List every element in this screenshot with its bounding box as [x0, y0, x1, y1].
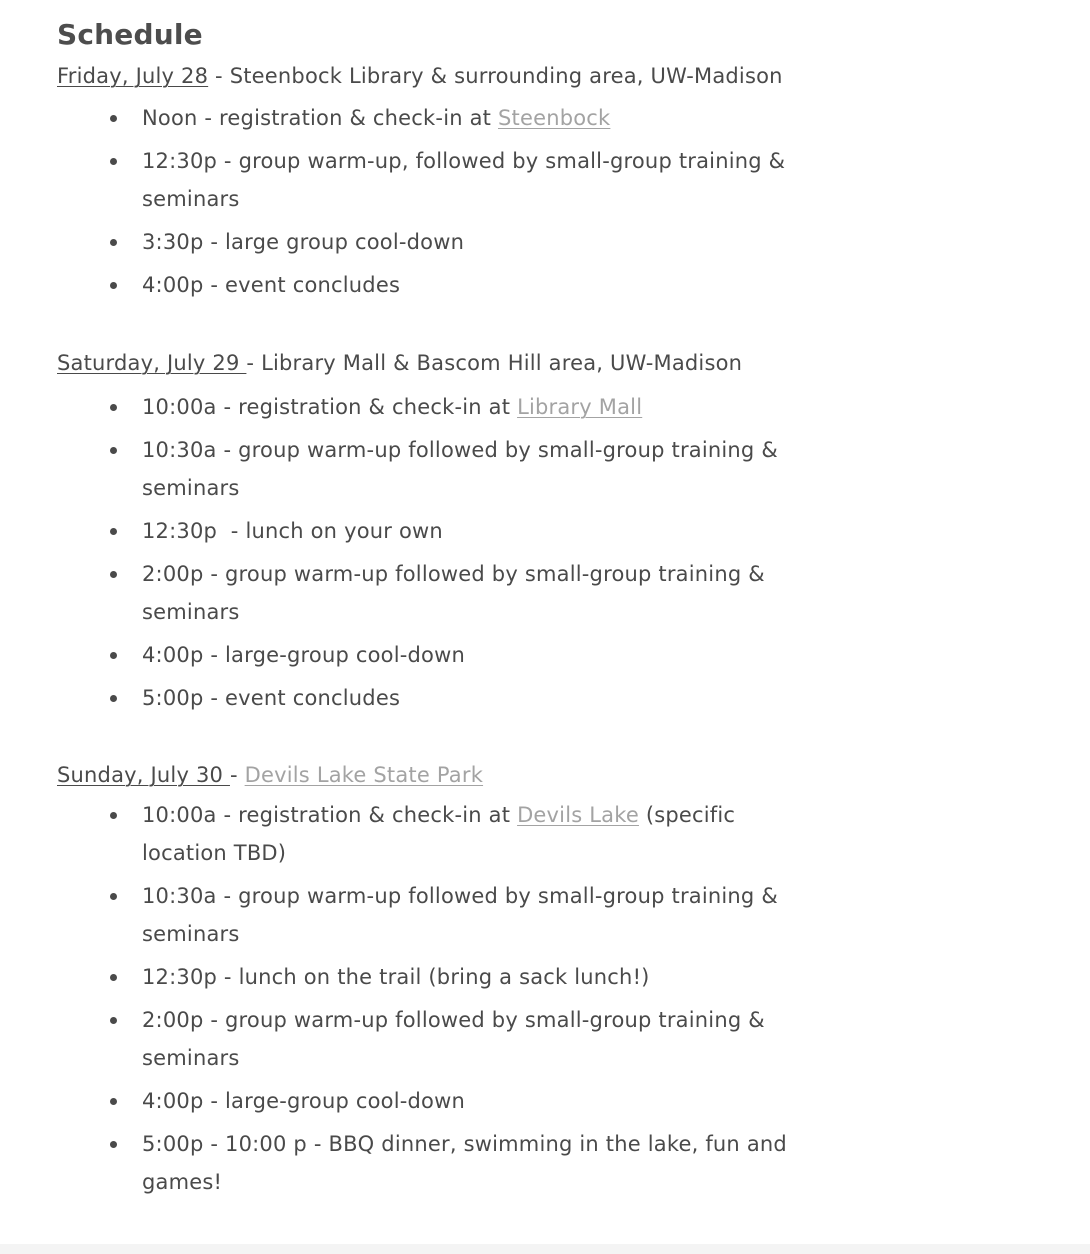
bullet-icon [110, 447, 117, 454]
schedule-item [57, 223, 802, 261]
location-link[interactable]: Library Mall [517, 395, 643, 419]
item-text: 10:30a - group warm-up followed by small-group training & seminars [142, 884, 778, 946]
item-text: 12:30p - lunch on your own [142, 519, 443, 543]
schedule-item [57, 796, 802, 872]
day-location: - [229, 763, 245, 787]
bullet-icon [110, 528, 117, 535]
schedule-item [57, 142, 802, 218]
bullet-icon [110, 695, 117, 702]
item-text: 12:30p - lunch on the trail (bring a sack lunch!) [142, 965, 650, 989]
day-date: Sunday, July 30 [57, 763, 230, 787]
bullet-icon [110, 282, 117, 289]
item-text: 2:00p - group warm-up followed by small-group training & seminars [142, 562, 765, 624]
schedule-item [57, 388, 802, 426]
day-header [57, 343, 887, 383]
bullet-icon [110, 158, 117, 165]
bottom-edge [0, 1244, 1090, 1254]
item-text: 4:00p - event concludes [142, 273, 401, 297]
bullet-icon [110, 1141, 117, 1148]
schedule-item [57, 431, 802, 507]
schedule-item [57, 1082, 802, 1120]
day-location: - Library Mall & Bascom Hill area, UW-Madison [246, 351, 743, 375]
schedule-list [57, 388, 887, 717]
schedule-item [57, 877, 802, 953]
bullet-icon [110, 893, 117, 900]
bullet-icon [110, 974, 117, 981]
day-header [57, 56, 887, 96]
day-section-sunday [57, 755, 887, 1201]
bullet-icon [110, 571, 117, 578]
day-header [57, 755, 887, 795]
schedule-page [57, 16, 887, 1206]
bullet-icon [110, 812, 117, 819]
schedule-item [57, 679, 802, 717]
schedule-item [57, 1001, 802, 1077]
day-date: Saturday, July 29 [57, 351, 247, 375]
schedule-item [57, 958, 802, 996]
item-text: 2:00p - group warm-up followed by small-group training & seminars [142, 1008, 765, 1070]
schedule-list [57, 99, 887, 304]
item-text: 5:00p - event concludes [142, 686, 401, 710]
item-text-after: (specific location TBD) [142, 803, 736, 865]
bullet-icon [110, 239, 117, 246]
day-section-saturday [57, 343, 887, 717]
schedule-item [57, 512, 802, 550]
day-section-friday [57, 56, 887, 304]
item-text: Noon - registration & check-in at [142, 106, 498, 130]
schedule-item [57, 636, 802, 674]
item-text: 10:00a - registration & check-in at [142, 803, 518, 827]
item-text: 5:00p - 10:00 p - BBQ dinner, swimming in the lake, fun and games! [142, 1132, 787, 1194]
day-date: Friday, July 28 [57, 64, 209, 88]
item-text: 12:30p - group warm-up, followed by small-group training & seminars [142, 149, 786, 211]
bullet-icon [110, 404, 117, 411]
location-link[interactable]: Devils Lake State Park [244, 763, 484, 787]
bullet-icon [110, 115, 117, 122]
schedule-item [57, 1125, 802, 1201]
day-location: - Steenbock Library & surrounding area, UW-Madison [208, 64, 783, 88]
item-text: 3:30p - large group cool-down [142, 230, 465, 254]
schedule-item [57, 266, 802, 304]
bullet-icon [110, 1098, 117, 1105]
schedule-item [57, 555, 802, 631]
location-link[interactable]: Steenbock [498, 106, 611, 130]
bullet-icon [110, 652, 117, 659]
schedule-list [57, 796, 887, 1201]
location-link[interactable]: Devils Lake [517, 803, 639, 827]
bullet-icon [110, 1017, 117, 1024]
item-text: 10:00a - registration & check-in at [142, 395, 518, 419]
item-text: 4:00p - large-group cool-down [142, 643, 465, 667]
item-text: 4:00p - large-group cool-down [142, 1089, 465, 1113]
page-title: Schedule [57, 18, 203, 51]
item-text: 10:30a - group warm-up followed by small-group training & seminars [142, 438, 778, 500]
schedule-item [57, 99, 802, 137]
